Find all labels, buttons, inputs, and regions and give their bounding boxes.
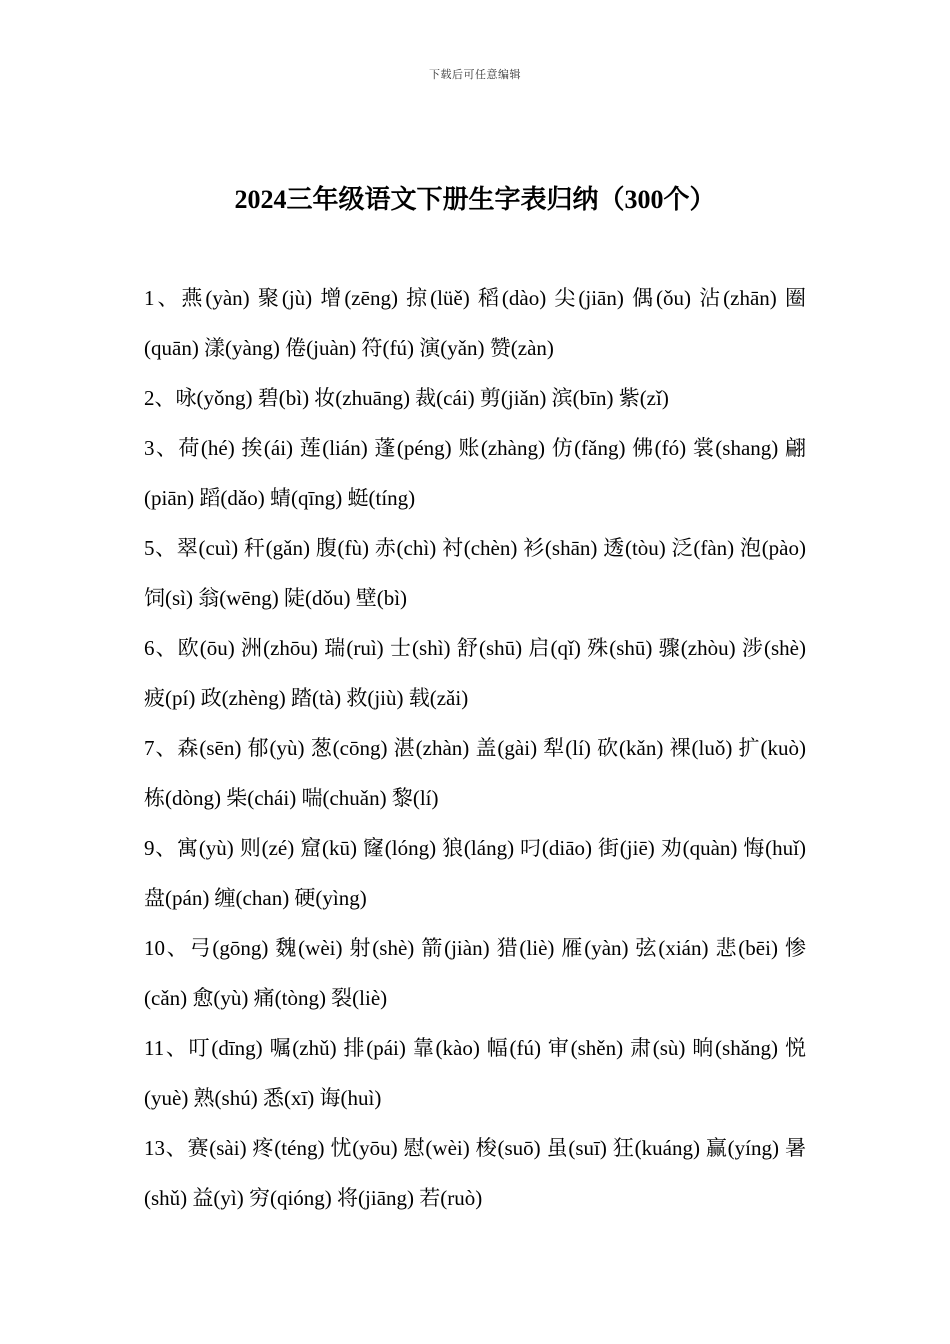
list-item: 10、弓(gōng) 魏(wèi) 射(shè) 箭(jiàn) 猎(liè) 雁(yàn) 弦(xián) 悲(bēi) 惨(cǎn) 愈(yù) 痛(tòng) 裂(liè): [144, 936, 806, 1010]
header-note: 下载后可任意编辑: [429, 69, 521, 81]
list-item: 9、寓(yù) 则(zé) 窟(kū) 窿(lóng) 狼(láng) 叼(diāo) 街(jiē) 劝(quàn) 悔(huǐ) 盘(pán) 缠(chan) 硬(yìng): [144, 836, 806, 910]
list-item: 1、燕(yàn) 聚(jù) 增(zēng) 掠(lüě) 稻(dào) 尖(jiān) 偶(ǒu) 沾(zhān) 圈(quān) 漾(yàng) 倦(juàn) 符(fú) 演(yǎn) 赞(zàn): [144, 286, 806, 360]
list-item: 13、赛(sài) 疼(téng) 忧(yōu) 慰(wèi) 梭(suō) 虽(suī) 狂(kuáng) 赢(yíng) 暑(shǔ) 益(yì) 穷(qióng) 将(jiāng) 若(ruò): [144, 1136, 806, 1210]
list-item: 5、翠(cuì) 秆(gǎn) 腹(fù) 赤(chì) 衬(chèn) 衫(shān) 透(tòu) 泛(fàn) 泡(pào) 饲(sì) 翁(wēng) 陡(dǒu) 壁(bì): [144, 536, 806, 610]
list-item: 6、欧(ōu) 洲(zhōu) 瑞(ruì) 士(shì) 舒(shū) 启(qǐ) 殊(shū) 骤(zhòu) 涉(shè) 疲(pí) 政(zhèng) 踏(tà) 救(jiù) 载(zǎi): [144, 636, 806, 710]
list-item: 11、叮(dīng) 嘱(zhǔ) 排(pái) 靠(kào) 幅(fú) 审(shěn) 肃(sù) 晌(shǎng) 悦(yuè) 熟(shú) 悉(xī) 诲(huì): [144, 1036, 806, 1110]
list-item: 2、咏(yǒng) 碧(bì) 妆(zhuāng) 裁(cái) 剪(jiǎn) 滨(bīn) 紫(zǐ): [144, 386, 669, 410]
vocabulary-list: [144, 273, 806, 1223]
document-title: 2024三年级语文下册生字表归纳（300个）: [234, 185, 716, 214]
list-item: 3、荷(hé) 挨(ái) 莲(lián) 蓬(péng) 账(zhàng) 仿(fǎng) 佛(fó) 裳(shang) 翩(piān) 蹈(dǎo) 蜻(qīng) 蜓(tíng): [144, 436, 806, 510]
list-item: 7、森(sēn) 郁(yù) 葱(cōng) 湛(zhàn) 盖(gài) 犁(lí) 砍(kǎn) 裸(luǒ) 扩(kuò) 栋(dòng) 柴(chái) 喘(chuǎn) 黎(lí): [144, 736, 806, 810]
